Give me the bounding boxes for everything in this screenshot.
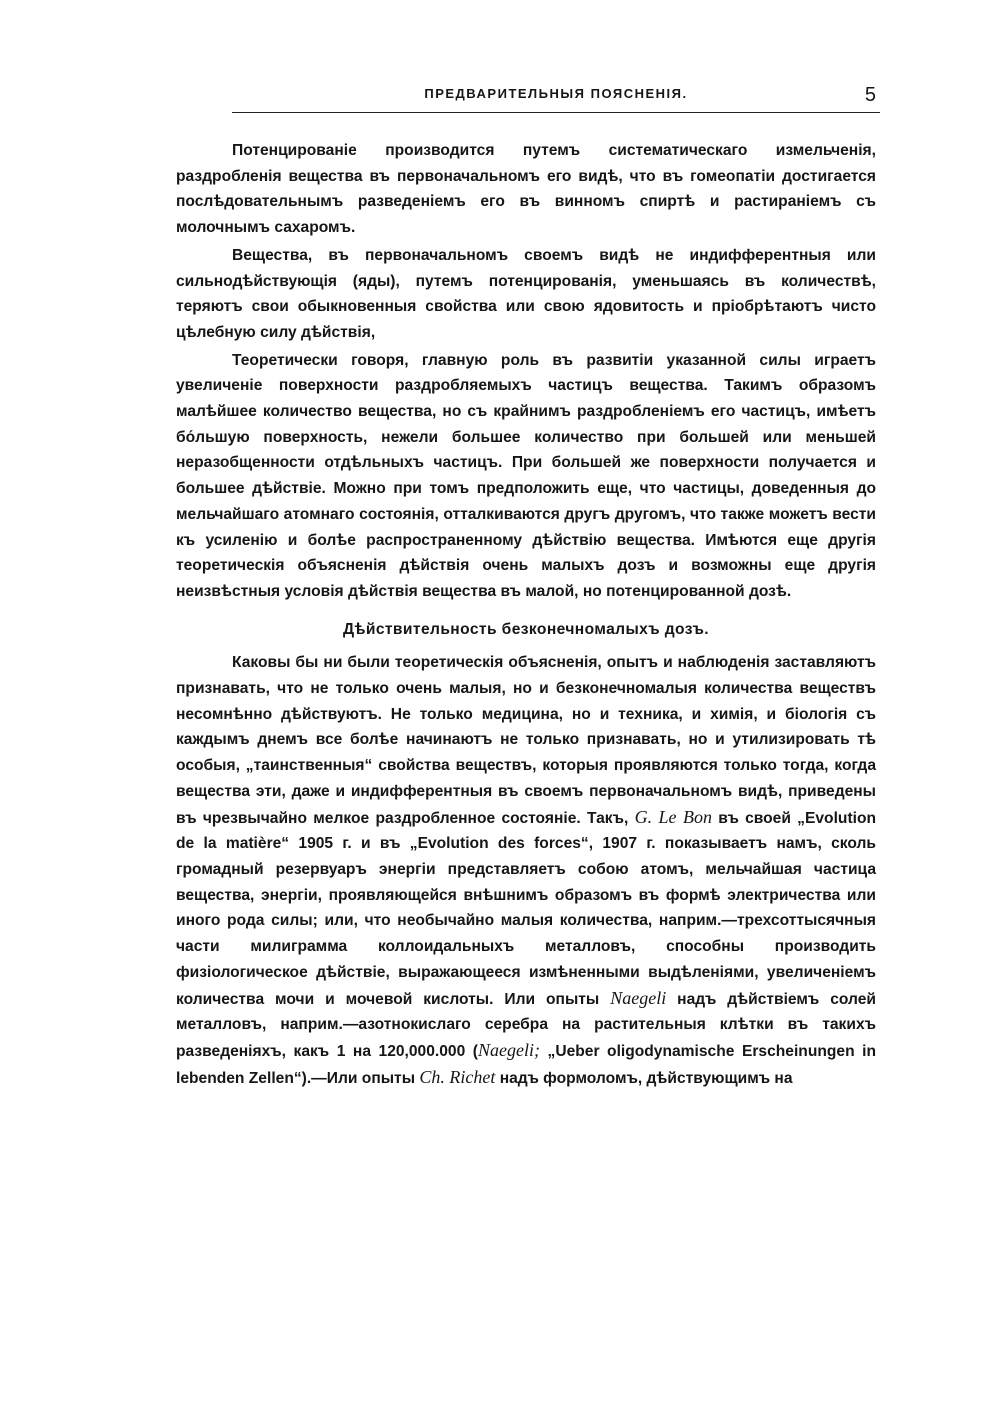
author-name: Ch. Richet: [419, 1066, 496, 1087]
paragraph-infinitesimal-doses: [176, 650, 876, 1091]
text-run: надъ формоломъ, дѣйствующимъ на: [499, 1069, 793, 1087]
body-text: [176, 138, 876, 1091]
paragraph-theory: Теоретически говоря, главную роль въ развитіи указанной силы играетъ увеличеніе поверхности раздробляемыхъ частицъ вещества. Такимъ образомъ малѣйшее количество вещества, но съ крайнимъ раздробленіемъ его частицъ, имѣетъ бо́льшую поверхность, нежели большее количество при большей или меньшей неразобщенности отдѣльныхъ частицъ. При большей же поверхности получается и большее дѣйствіе. Можно при томъ предположить еще, что частицы, доведенныя до мельчайшаго атомнаго состоянія, отталкиваются другъ другомъ, что также можетъ вести къ усиленію и болѣе распространенному дѣйствію вещества. Имѣются еще другія теоретическія объясненія дѣйствія очень малыхъ дозъ и возможны еще другія неизвѣстныя условія дѣйствія вещества въ малой, но потенцированной дозѣ.: [176, 351, 876, 600]
author-name: Naegeli: [610, 987, 667, 1008]
text-run: Каковы бы ни были теоретическія объясненія, опытъ и наблюденія заставляютъ признавать, что не только очень малыя, но и безконечномалыя количества веществъ несомнѣнно дѣйствуютъ. Не только медицина, но и техника, и химія, и біологія съ каждымъ днемъ все болѣе начинаютъ не только признавать, но и утилизировать тѣ особыя, „таинственныя“ свойства веществъ, которыя проявляются только тогда, когда вещества эти, даже и индифферентныя въ своемъ первоначальномъ видѣ, приведены въ чрезвычайно мелкое раздробленное состояніе. Такъ,: [176, 654, 876, 827]
text-run: надъ дѣйствіемъ солей металловъ, наприм.—азотнокислаго серебра на растительныя клѣтки въ такихъ разведеніяхъ, какъ 1 на 120,000.000 (: [176, 990, 876, 1060]
author-name: G. Le Bon: [634, 806, 712, 827]
paragraph-substances: Вещества, въ первоначальномъ своемъ видѣ не индифферентныя или сильнодѣйствующія (яды), путемъ потенцированія, уменьшаясь въ количествѣ, теряютъ свои обыкновенныя свойства или свою ядовитость и пріобрѣтаютъ чисто цѣлебную силу дѣйствія,: [176, 246, 876, 341]
author-name: Naegeli;: [477, 1039, 540, 1060]
header-rule: [232, 112, 880, 113]
page-header: [232, 84, 880, 110]
page-number: 5: [864, 84, 876, 106]
text-run: въ своей „Evolution de la matière“ 1905 г. и въ „Evolution des forces“, 1907 г. показываетъ намъ, сколь громадный резервуаръ энергіи представляетъ собою атомъ, мельчайшая частица вещества, энергіи, проявляющейся внѣшнимъ образомъ въ формѣ электричества или иного рода силы; или, что необычайно малыя количества, наприм.—трехсоттысячныя части милиграмма коллоидальныхъ металловъ, способны производить физіологическое дѣйствіе, выражающееся измѣненными выдѣленіями, увеличеніемъ количества мочи и мочевой кислоты. Или опыты: [176, 809, 877, 1008]
running-title: ПРЕДВАРИТЕЛЬНЫЯ ПОЯСНЕНІЯ.: [424, 86, 688, 101]
section-heading: Дѣйствительность безконечномалыхъ дозъ.: [342, 620, 710, 638]
paragraph-potentiation: Потенцированіе производится путемъ систематическаго измельченія, раздробленія вещества въ первоначальномъ его видѣ, что въ гомеопатіи достигается послѣдовательнымъ разведеніемъ его въ винномъ спиртѣ и растираніемъ съ молочнымъ сахаромъ.: [176, 142, 876, 237]
text-run: „Ueber oligodynamische Erscheinungen in lebenden Zellen“).—Или опыты: [176, 1042, 876, 1087]
